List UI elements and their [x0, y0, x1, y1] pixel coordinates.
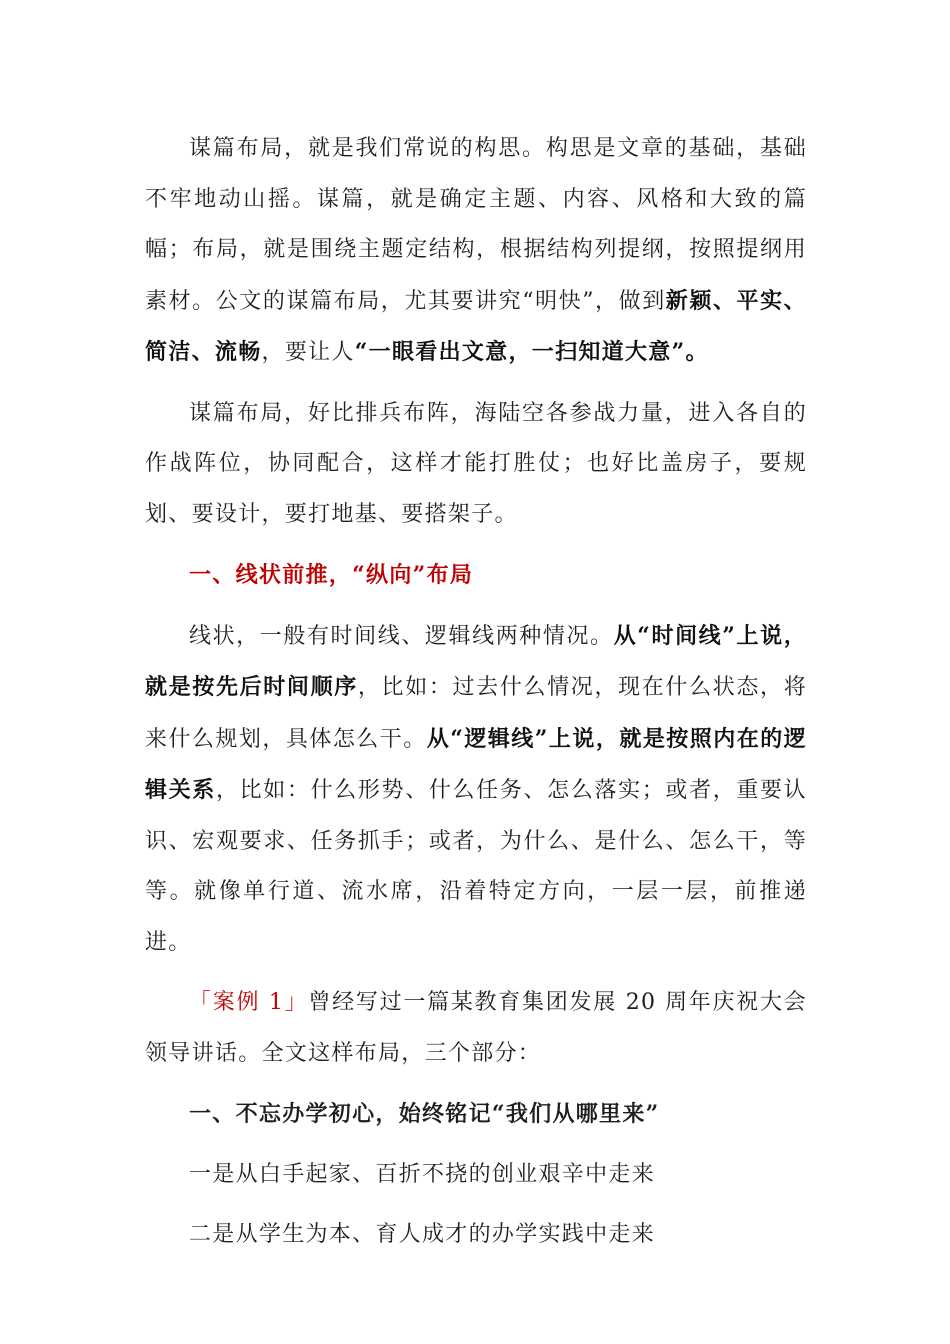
case-label: 「案例 1」 [189, 990, 309, 1015]
linear-text-3: ，比如：什么形势、什么任务、怎么落实；或者，重要认识、宏观要求、任务抓手；或者，为什么、是什么、怎么干，等等。就像单行道、流水席，沿着特定方向，一层一层，前推递进。 [145, 778, 807, 955]
linear-text-1: 线状，一般有时间线、逻辑线两种情况。 [189, 623, 614, 649]
linear-bold-2: 从“逻辑线”上说，就是按照内在的逻辑关系 [145, 725, 807, 803]
section-heading-linear: 一、线状前推，“纵向”布局 [189, 562, 474, 588]
intro-paragraph [145, 124, 807, 379]
intro-bold-1: 新颖、平实、简洁、流畅 [145, 287, 807, 365]
outline-heading-1: 一、不忘办学初心，始终铭记“我们从哪里来” [189, 1101, 660, 1127]
analogy-paragraph: 谋篇布局，好比排兵布阵，海陆空各参战力量，进入各自的作战阵位，协同配合，这样才能打胜仗；也好比盖房子，要规划、要设计，要打地基、要搭架子。 [145, 400, 807, 527]
intro-text-1: 谋篇布局，就是我们常说的构思。构思是文章的基础，基础不牢地动山摇。谋篇，就是确定主题、内容、风格和大致的篇幅；布局，就是围绕主题定结构，根据结构列提纲，按照提纲用素材。公文的谋篇布局，尤其要讲究“明快”，做到 [145, 136, 807, 314]
outline-item-1: 一是从白手起家、百折不挠的创业艰辛中走来 [189, 1161, 656, 1187]
document-page [145, 124, 807, 1271]
intro-bold-2: “一眼看出文意，一扫知道大意”。 [354, 339, 709, 365]
linear-paragraph [145, 611, 807, 969]
case-text: 曾经写过一篇某教育集团发展 20 周年庆祝大会领导讲话。全文这样布局，三个部分： [145, 990, 807, 1066]
case-paragraph [145, 978, 807, 1079]
linear-bold-1: 从“时间线”上说，就是按先后时间顺序 [145, 622, 807, 700]
intro-text-2: ，要让人 [261, 340, 355, 365]
outline-item-2: 二是从学生为本、育人成才的办学实践中走来 [189, 1222, 656, 1247]
linear-text-2: ，比如：过去什么情况，现在什么状态，将来什么规划，具体怎么干。 [145, 675, 808, 752]
